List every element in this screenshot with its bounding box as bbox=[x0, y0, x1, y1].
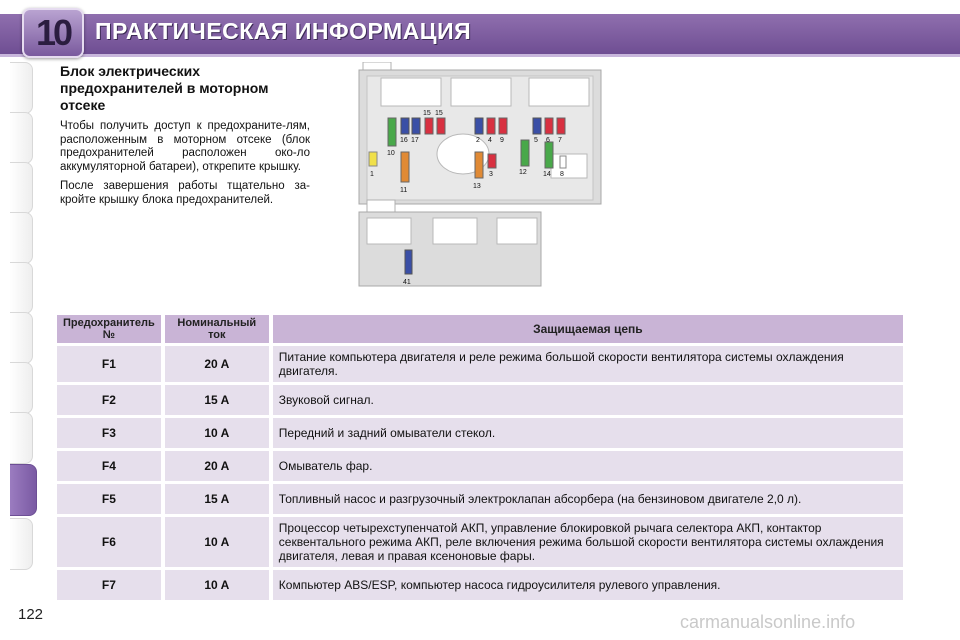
chapter-number-badge: 10 bbox=[22, 8, 84, 58]
fuse-rating: 15 A bbox=[165, 385, 273, 415]
fuse-circuit: Передний и задний омыватели стекол. bbox=[273, 418, 903, 448]
label-2: 2 bbox=[476, 137, 480, 144]
fuse-14 bbox=[545, 142, 553, 168]
section-heading: Блок электрических предохранителей в моторном отсеке bbox=[60, 63, 269, 113]
table-row bbox=[57, 517, 903, 567]
header-protected-circuit: Защищаемая цепь bbox=[273, 315, 903, 343]
fuse-2 bbox=[475, 118, 483, 134]
chapter-tab[interactable] bbox=[10, 412, 33, 464]
chapter-tab[interactable] bbox=[10, 362, 33, 414]
intro-paragraph-1: Чтобы получить доступ к предохраните-лям, расположенным в моторном отсеке (блок предохранителей расположен око-ло аккумуляторной батареи), открепите крышку. bbox=[60, 120, 310, 173]
fuse-circuit: Топливный насос и разгрузочный электроклапан абсорбера (на бензиновом двигателе 2,0 л). bbox=[273, 484, 903, 514]
chapter-tab[interactable] bbox=[10, 212, 33, 264]
fuse-rating: 20 A bbox=[165, 451, 273, 481]
fuse-41 bbox=[405, 250, 412, 274]
fuse-16 bbox=[401, 118, 409, 134]
fuse-rating: 10 A bbox=[165, 418, 273, 448]
label-14: 14 bbox=[543, 171, 551, 178]
fuse-table bbox=[57, 312, 903, 603]
label-6: 6 bbox=[546, 137, 550, 144]
chapter-tab[interactable] bbox=[10, 112, 33, 164]
fuse-number: F3 bbox=[57, 418, 165, 448]
fuse-9 bbox=[499, 118, 507, 134]
label-11: 11 bbox=[400, 187, 408, 194]
label-10: 10 bbox=[387, 150, 395, 157]
chapter-tab[interactable] bbox=[10, 62, 33, 114]
table-row bbox=[57, 418, 903, 448]
label-4: 4 bbox=[488, 137, 492, 144]
fuse-4 bbox=[487, 118, 495, 134]
label-15b: 15 bbox=[435, 110, 443, 117]
header-fuse-number: Предохранитель № bbox=[57, 315, 165, 343]
fuse-number: F7 bbox=[57, 570, 165, 600]
fuse-circuit: Звуковой сигнал. bbox=[273, 385, 903, 415]
fuse-17 bbox=[412, 118, 420, 134]
table-row bbox=[57, 385, 903, 415]
fuse-number: F2 bbox=[57, 385, 165, 415]
fuse-12 bbox=[521, 140, 529, 166]
table-row bbox=[57, 451, 903, 481]
fuse-number: F6 bbox=[57, 517, 165, 567]
label-3: 3 bbox=[489, 171, 493, 178]
relay-slot bbox=[451, 78, 511, 106]
fuse-number: F5 bbox=[57, 484, 165, 514]
chapter-tab[interactable] bbox=[10, 162, 33, 214]
fuse-circuit: Питание компьютера двигателя и реле режима большой скорости вентилятора системы охлаждения двигателя. bbox=[273, 346, 903, 382]
label-9: 9 bbox=[500, 137, 504, 144]
fuse-number: F4 bbox=[57, 451, 165, 481]
relay-slot bbox=[551, 154, 587, 178]
chapter-tab-active[interactable] bbox=[10, 464, 37, 516]
label-16: 16 bbox=[400, 137, 408, 144]
fuse-8 bbox=[560, 156, 566, 168]
fuse-7 bbox=[557, 118, 565, 134]
fuse-11 bbox=[401, 152, 409, 182]
fuse-circuit: Компьютер ABS/ESP, компьютер насоса гидроусилителя рулевого управления. bbox=[273, 570, 903, 600]
label-8: 8 bbox=[560, 171, 564, 178]
label-17: 17 bbox=[411, 137, 419, 144]
fuse-15a bbox=[425, 118, 433, 134]
label-5: 5 bbox=[534, 137, 538, 144]
fuse-5 bbox=[533, 118, 541, 134]
label-1: 1 bbox=[370, 171, 374, 178]
fuse-number: F1 bbox=[57, 346, 165, 382]
chapter-tab[interactable] bbox=[10, 312, 33, 364]
header-rated-current: Номинальный ток bbox=[165, 315, 273, 343]
fuse-circuit: Омыватель фар. bbox=[273, 451, 903, 481]
fuse-rating: 10 A bbox=[165, 570, 273, 600]
table-header-row bbox=[57, 315, 903, 343]
fuse-rating: 15 A bbox=[165, 484, 273, 514]
label-12: 12 bbox=[519, 169, 527, 176]
chapter-tab[interactable] bbox=[10, 262, 33, 314]
fuse-box-diagram bbox=[355, 62, 605, 290]
table-row bbox=[57, 346, 903, 382]
fuse-1 bbox=[369, 152, 377, 166]
label-7: 7 bbox=[558, 137, 562, 144]
chapter-title: ПРАКТИЧЕСКАЯ ИНФОРМАЦИЯ bbox=[95, 18, 472, 44]
label-15a: 15 bbox=[423, 110, 431, 117]
intro-paragraph-2: После завершения работы тщательно за-кройте крышку блока предохранителей. bbox=[60, 180, 310, 206]
page-number: 122 bbox=[18, 606, 44, 623]
fuse-10 bbox=[388, 118, 396, 146]
relay-slot bbox=[529, 78, 589, 106]
table-row bbox=[57, 484, 903, 514]
fuse-15b bbox=[437, 118, 445, 134]
fuse-rating: 20 A bbox=[165, 346, 273, 382]
fuse-rating: 10 A bbox=[165, 517, 273, 567]
fuse-circuit: Процессор четырехступенчатой АКП, управление блокировкой рычага селектора АКП, контактор секвентального режима АКП, реле включения режима большой скорости вентилятора системы охлаждения двигателя, левая и правая ксеноновые фары. bbox=[273, 517, 903, 567]
table-row bbox=[57, 570, 903, 600]
fuse-3 bbox=[488, 154, 496, 168]
connector-rail bbox=[367, 200, 395, 212]
intro-text bbox=[60, 120, 310, 213]
relay-slot bbox=[381, 78, 441, 106]
fuse-6 bbox=[545, 118, 553, 134]
watermark: carmanualsonline.info bbox=[680, 612, 856, 632]
label-13: 13 bbox=[473, 183, 481, 190]
chapter-tab[interactable] bbox=[10, 518, 33, 570]
relay-slot bbox=[497, 218, 537, 244]
relay-slot bbox=[433, 218, 477, 244]
fuse-13 bbox=[475, 152, 483, 178]
label-41: 41 bbox=[403, 279, 411, 286]
relay-slot bbox=[367, 218, 411, 244]
